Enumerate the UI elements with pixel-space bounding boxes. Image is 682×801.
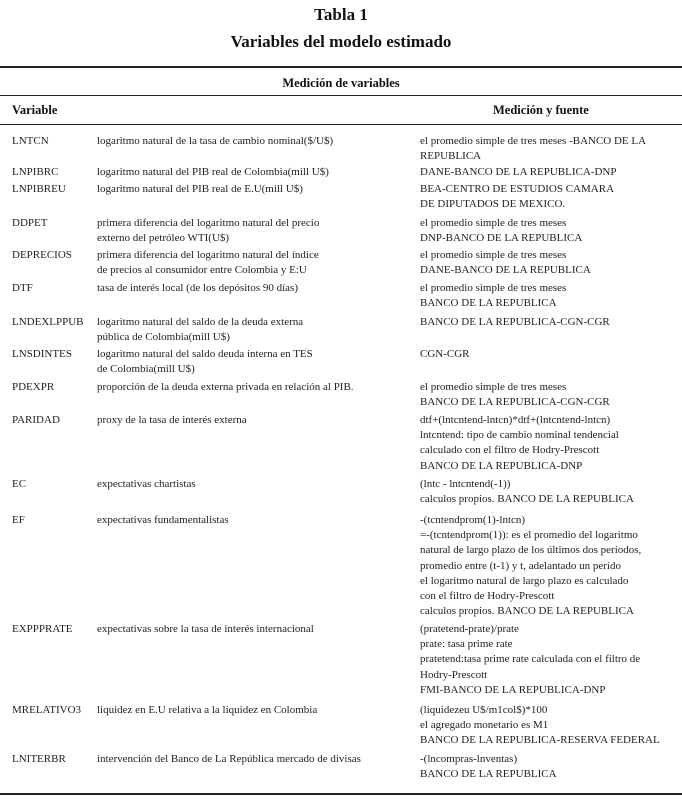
description-line: tasa de interés local (de los depósitos 90 días) (97, 282, 299, 294)
variable-name: LNSDINTES (12, 348, 72, 360)
variable-name: LNPIBRC (12, 166, 59, 178)
description-line: externo del petróleo WTI(U$) (97, 232, 230, 245)
description-cell (97, 248, 319, 278)
description-cell (97, 182, 303, 197)
source-cell (420, 380, 610, 410)
source-line: el promedio simple de tres meses -BANCO DE LA (420, 135, 647, 147)
description-cell (97, 380, 354, 395)
table-title: Tabla 1 (314, 5, 368, 24)
variable-name: EXPPPRATE (12, 623, 73, 635)
description-line: proporción de la deuda externa privada en relación al PIB. (97, 381, 354, 393)
variable-name: EF (12, 514, 25, 526)
description-cell (97, 622, 314, 637)
description-cell (97, 216, 319, 246)
table-subtitle: Variables del modelo estimado (230, 32, 452, 51)
variable-name: LNPIBREU (12, 183, 66, 195)
source-line: BANCO DE LA REPUBLICA-RESERVA FEDERAL (420, 734, 660, 747)
source-cell (420, 752, 557, 782)
description-line: expectativas sobre la tasa de interés internacional (97, 623, 314, 635)
source-line: el logaritmo natural de largo plazo es calculado (420, 574, 629, 587)
source-line: el promedio simple de tres meses (420, 217, 567, 229)
description-cell (97, 413, 247, 428)
source-cell (420, 513, 641, 619)
description-cell (97, 752, 361, 767)
source-cell (420, 248, 591, 278)
source-line: BANCO DE LA REPUBLICA (420, 768, 557, 781)
source-line: promedio entre (t-1) y t, adelantado un perído (420, 559, 621, 572)
source-line: dtf+(lntcntend-lntcn)*dtf+(lntcntend-lntcn) (420, 414, 611, 426)
source-line: prate: tasa prime rate (420, 638, 513, 651)
source-line: (lntc - lntcntend(-1)) (420, 478, 511, 490)
source-line: DANE-BANCO DE LA REPUBLICA-DNP (420, 166, 617, 178)
column-header-source: Medición y fuente (493, 103, 589, 117)
source-line: Hodry-Prescott (420, 668, 488, 681)
source-line: DANE-BANCO DE LA REPUBLICA (420, 264, 591, 277)
description-line: primera diferencia del logaritmo natural del precio (97, 217, 320, 229)
source-line: calculos propios. BANCO DE LA REPUBLICA (420, 493, 634, 506)
bottom-rule (0, 793, 682, 795)
source-line: con el filtro de Hodry-Prescott (420, 590, 555, 603)
description-line: expectativas fundamentalistas (97, 514, 229, 526)
column-header-variable: Variable (12, 103, 58, 117)
source-cell (420, 134, 646, 164)
source-cell (420, 165, 616, 180)
source-line: (pratetend-prate)/prate (420, 623, 519, 635)
description-line: logaritmo natural del saldo de la deuda externa (97, 316, 304, 328)
description-cell (97, 134, 333, 149)
description-cell (97, 513, 229, 528)
description-cell (97, 703, 317, 718)
source-line: el promedio simple de tres meses (420, 381, 567, 393)
source-line: CGN-CGR (420, 348, 470, 360)
source-line: DE DIPUTADOS DE MEXICO. (420, 198, 566, 211)
source-cell (420, 315, 610, 330)
description-line: pública de Colombia(mill U$) (97, 331, 230, 344)
source-line: -(lncompras-lnventas) (420, 753, 518, 765)
source-line: calculos propios. BANCO DE LA REPUBLICA (420, 605, 634, 618)
description-cell (97, 477, 196, 492)
source-line: BANCO DE LA REPUBLICA-CGN-CGR (420, 396, 610, 409)
source-cell (420, 347, 470, 362)
source-line: BEA-CENTRO DE ESTUDIOS CAMARA (420, 183, 615, 195)
source-line: FMI-BANCO DE LA REPUBLICA-DNP (420, 683, 606, 696)
source-line: el agregado monetario es M1 (420, 719, 549, 732)
source-cell (420, 216, 582, 246)
source-line: calculado con el filtro de Hodry-Prescott (420, 444, 600, 457)
source-line: BANCO DE LA REPUBLICA-DNP (420, 459, 583, 472)
description-line: logaritmo natural del PIB real de Colombia(mill U$) (97, 166, 329, 178)
source-line: (liquidezeu U$/m1col$)*100 (420, 704, 548, 716)
source-line: lntcntend: tipo de cambio nominal tendencial (420, 429, 619, 442)
variable-name: MRELATIVO3 (12, 704, 82, 716)
description-line: liquidez en E.U relativa a la liquidez en Colombia (97, 704, 318, 716)
source-cell (420, 413, 619, 474)
source-line: el promedio simple de tres meses (420, 249, 567, 261)
variable-name: DEPRECIOS (12, 249, 72, 261)
source-line: BANCO DE LA REPUBLICA-CGN-CGR (420, 316, 610, 328)
description-line: expectativas chartistas (97, 478, 196, 490)
source-line: REPUBLICA (420, 150, 482, 163)
source-cell (420, 477, 634, 507)
variable-name: LNDEXLPPUB (12, 316, 84, 328)
source-cell (420, 703, 660, 749)
variable-name: PDEXPR (12, 381, 55, 393)
group-rule (0, 95, 682, 96)
top-rule (0, 66, 682, 68)
source-cell (420, 281, 566, 311)
description-line: primera diferencia del logaritmo natural del índice (97, 249, 319, 261)
variable-name: DDPET (12, 217, 48, 229)
header-rule (0, 124, 682, 125)
source-line: =-(tcntendprom(1)): es el promedio del logaritmo (420, 529, 638, 542)
variable-name: LNITERBR (12, 753, 66, 765)
variable-name: LNTCN (12, 135, 49, 147)
description-line: logaritmo natural del PIB real de E.U(mill U$) (97, 183, 303, 195)
description-line: de Colombia(mill U$) (97, 363, 195, 376)
source-line: DNP-BANCO DE LA REPUBLICA (420, 232, 583, 245)
description-cell (97, 347, 313, 377)
source-line: pratetend:tasa prime rate calculada con el filtro de (420, 653, 641, 666)
source-line: -(tcntendprom(1)-lntcn) (420, 514, 526, 526)
description-line: logaritmo natural de la tasa de cambio nominal($/U$) (97, 135, 334, 147)
description-line: proxy de la tasa de interés externa (97, 414, 247, 426)
source-line: el promedio simple de tres meses (420, 282, 567, 294)
description-line: logaritmo natural del saldo deuda interna en TES (97, 348, 313, 360)
variable-name: DTF (12, 282, 33, 294)
variable-name: EC (12, 478, 27, 490)
source-cell (420, 622, 640, 698)
description-cell (97, 165, 329, 180)
variable-name: PARIDAD (12, 414, 60, 426)
description-line: de precios al consumidor entre Colombia y E:U (97, 264, 307, 277)
source-cell (420, 182, 614, 212)
description-line: intervención del Banco de La República mercado de divisas (97, 753, 361, 765)
group-header: Medición de variables (282, 76, 400, 90)
description-cell (97, 281, 298, 296)
source-line: BANCO DE LA REPUBLICA (420, 297, 557, 310)
description-cell (97, 315, 303, 345)
source-line: natural de largo plazo de los últimos dos períodos, (420, 544, 642, 557)
